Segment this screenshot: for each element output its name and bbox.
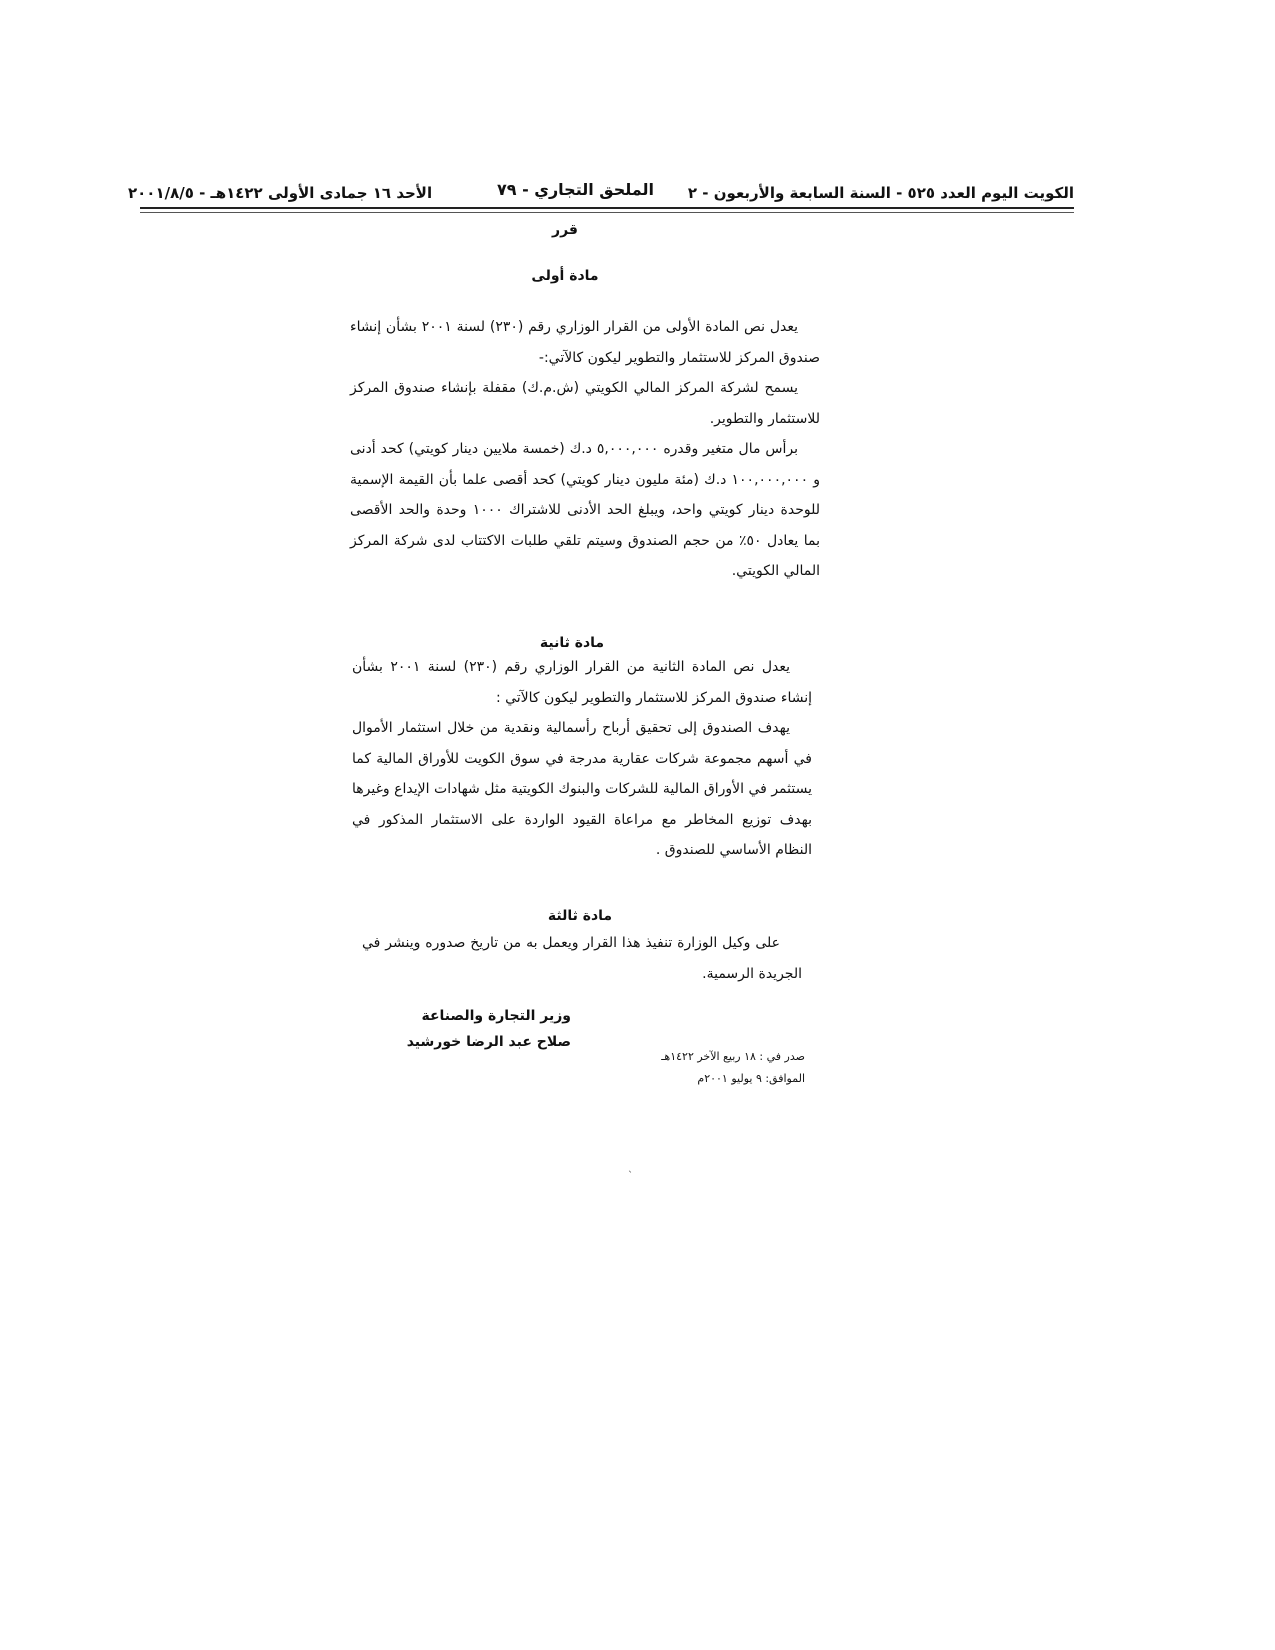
signature-title: وزير التجارة والصناعة [421,1008,571,1024]
header-rule-thin [140,212,1074,213]
issue-dates [661,1046,805,1090]
issued-date: صدر في : ١٨ ربيع الآخر ١٤٢٢هـ [661,1050,805,1063]
scan-speck: ˎ [628,1162,633,1173]
article-1-title: مادة أولى [531,268,599,284]
decision-title: قرر [552,222,578,238]
header-supplement-title: الملحق التجاري - ٧٩ [496,180,654,199]
article-3-title: مادة ثالثة [547,908,613,924]
article-3-body [362,928,802,989]
article-2-title: مادة ثانية [539,635,605,651]
article-1-paragraph-3: برأس مال متغير وقدره ٥,٠٠٠,٠٠٠ د.ك (خمسة ملايين دينار كويتي) كحد أدنى و ١٠٠,٠٠٠,٠٠٠ د.ك (مئة مليون دينار كويتي) كحد أقصى علما بأن القيمة الإسمية للوحدة دينار كويتي واحد، ويبلغ الحد الأدنى للاشتراك ١٠٠٠ وحدة والحد الأقصى بما يعادل ٥٠٪ من حجم الصندوق وسيتم تلقي طلبات الاكتتاب لدى شركة المركز المالي الكويتي. [350,441,820,579]
header-date: الأحد ١٦ جمادى الأولى ١٤٢٢هـ - ٢٠٠١/٨/٥ [128,184,433,202]
article-1-paragraph-1: يعدل نص المادة الأولى من القرار الوزاري رقم (٢٣٠) لسنة ٢٠٠١ بشأن إنشاء صندوق المركز للاستثمار والتطوير ليكون كالآتي:- [350,319,820,366]
article-2-paragraph-2: يهدف الصندوق إلى تحقيق أرباح رأسمالية ونقدية من خلال استثمار الأموال في أسهم مجموعة شركات عقارية مدرجة في سوق الكويت للأوراق المالية كما يستثمر في الأوراق المالية للشركات والبنوك الكويتية مثل شهادات الإيداع وغيرها بهدف توزيع المخاطر مع مراعاة القيود الواردة على الاستثمار المذكور في النظام الأساسي للصندوق . [352,720,812,858]
article-1-body [350,312,820,587]
article-2-body [352,652,812,866]
signature-name: صلاح عبد الرضا خورشيد [406,1034,571,1050]
article-1-paragraph-2: يسمح لشركة المركز المالي الكويتي (ش.م.ك) مقفلة بإنشاء صندوق المركز للاستثمار والتطوير. [350,380,820,427]
article-2-paragraph-1: يعدل نص المادة الثانية من القرار الوزاري رقم (٢٣٠) لسنة ٢٠٠١ بشأن إنشاء صندوق المركز للاستثمار والتطوير ليكون كالآتي : [352,659,812,706]
article-3-paragraph-1: على وكيل الوزارة تنفيذ هذا القرار ويعمل به من تاريخ صدوره وينشر في الجريدة الرسمية. [362,935,802,982]
header-issue-info: الكويت اليوم العدد ٥٢٥ - السنة السابعة والأربعون - ٢ [687,184,1074,202]
corresponding-date: الموافق: ٩ يوليو ٢٠٠١م [697,1072,805,1085]
header-rule-thick [140,207,1074,209]
page-header [128,180,1074,206]
